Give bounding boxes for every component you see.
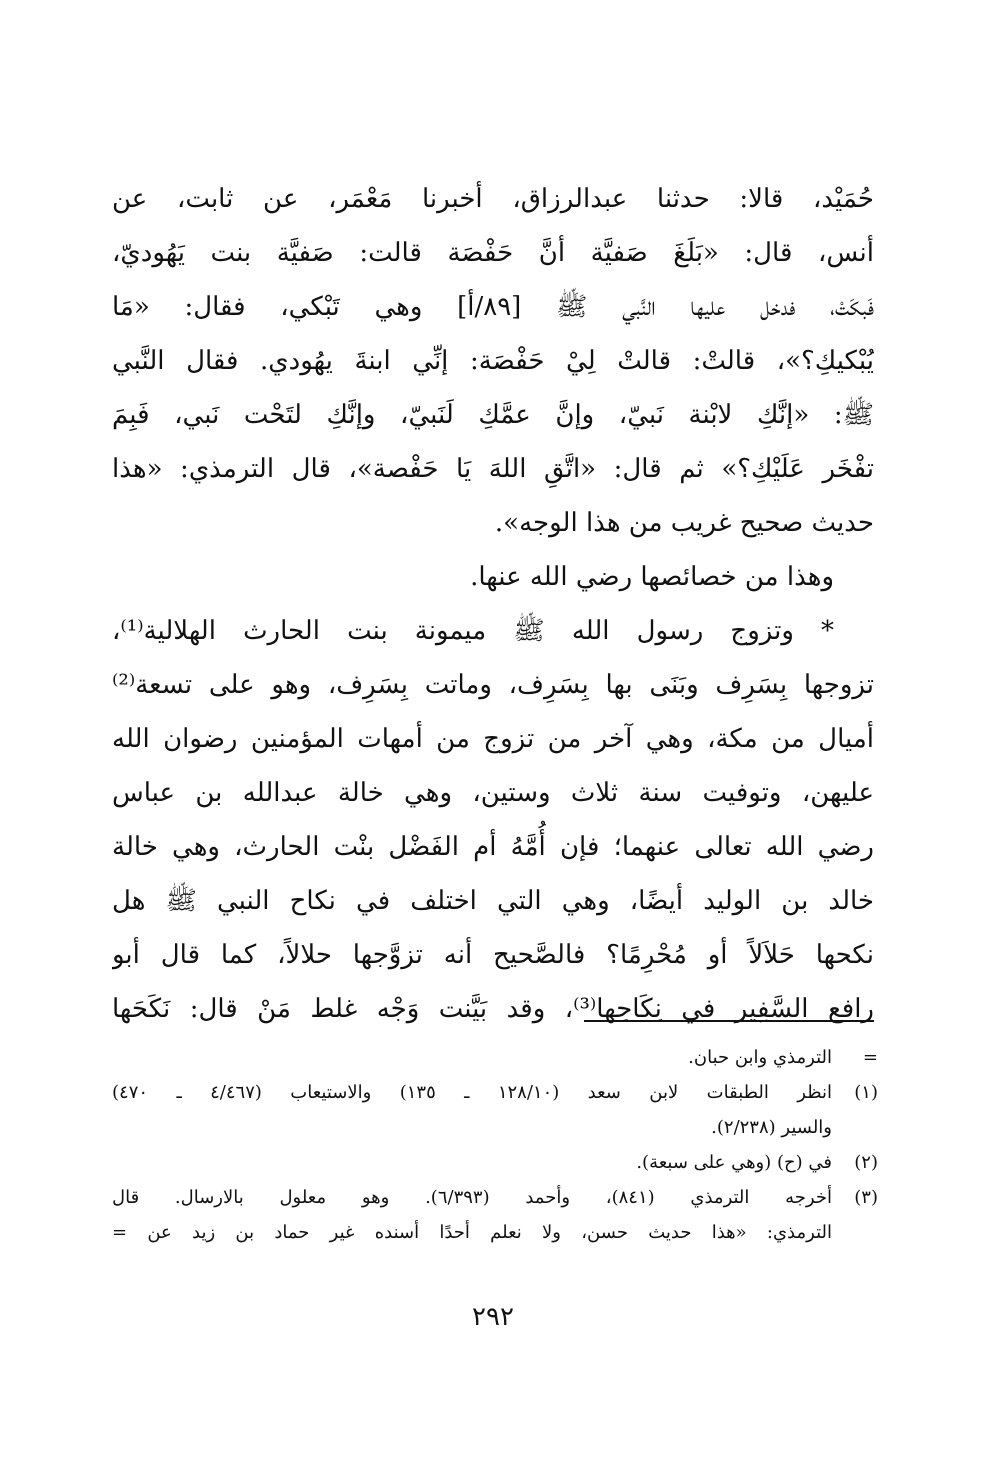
body-line: وهذا من خصائصها رضي الله عنها. (470, 562, 834, 592)
body-line: رافع السَّفِير في نِكَاحِها⁽³⁾، وقد بَيَّنت وَجْه غلط مَنْ قال: نَكَحَها (112, 994, 874, 1024)
main-text (112, 172, 874, 1036)
body-line: فَبكَتْ، فدخل عليها النَّبي ﷺ [٨٩/أ] وهي تَبْكي، فقال: «مَا (112, 292, 874, 322)
body-line: حُمَيْد، قالا: حدثنا عبدالرزاق، أخبرنا مَعْمَر، عن ثابت، عن (112, 184, 874, 214)
footnote (112, 1145, 878, 1180)
footnote-line: والسير (٢/٢٣٨). (711, 1117, 832, 1138)
body-line: أنس، قال: «بَلَغَ صَفيَّة أنَّ حَفْصَة قالت: صَفيَّة بنت يَهُوديّ، (112, 238, 874, 268)
footnote-line: الترمذي: «هذا حديث حسن، ولا نعلم أحدًا أسنده غير حماد بن زيد عن = (112, 1222, 832, 1243)
footnote-divider (584, 1020, 874, 1022)
footnote-mark: (٣) (854, 1187, 878, 1208)
footnote-mark: (١) (854, 1082, 878, 1103)
footnote (112, 1180, 878, 1250)
page-number: ٢٩٢ (472, 1302, 514, 1332)
body-line: * وتزوج رسول الله ﷺ ميمونة بنت الحارث الهلالية⁽¹⁾، (112, 616, 834, 646)
footnote-line: أخرجه الترمذي (٨٤١)، وأحمد (٦/٣٩٣). وهو معلول بالارسال. قال (112, 1187, 832, 1208)
footnotes (112, 1040, 878, 1250)
footnote-mark: = (862, 1047, 878, 1068)
body-line: أميال من مكة، وهي آخر من تزوج من أمهات المؤمنين رضوان الله (112, 724, 874, 754)
body-line: تفْخَر عَلَيْكِ؟» ثم قال: «اتَّقِ اللهَ يَا حَفْصة»، قال الترمذي: «هذا (112, 454, 874, 484)
body-line: رضي الله تعالى عنهما؛ فإن أُمَّهُ أم الفَضْل بنْت الحارث، وهي خالة (112, 832, 874, 862)
body-line: حديث صحيح غريب من هذا الوجه». (494, 508, 874, 538)
body-line: تزوجها بِسَرِف وبَنَى بها بِسَرِف، وماتت بِسَرِف، وهو على تسعة⁽²⁾ (112, 670, 874, 700)
body-line: يُبْكيكِ؟»، قالتْ: قالتْ لِيْ حَفْصَة: إنِّي ابنةَ يهُودي. فقال النَّبي (112, 346, 874, 376)
footnote (112, 1040, 878, 1075)
footnote (112, 1075, 878, 1145)
body-line: ﷺ: «إنَّكِ لابْنة نَبيّ، وإنَّ عمَّكِ لَنَبيّ، وإنَّكِ لتَحْت نَبي، فَبِمَ (112, 400, 874, 430)
body-line: خالد بن الوليد أيضًا، وهي التي اختلف في نكاح النبي ﷺ هل (112, 886, 874, 916)
body-line: عليهن، وتوفيت سنة ثلاث وستين، وهي خالة عبدالله بن عباس (112, 778, 874, 808)
body-line: نكحها حَلاَلاً أو مُحْرِمًا؟ فالصَّحيح أنه تزوَّجها حلالاً، كما قال أبو (112, 940, 874, 970)
footnote-mark: (٢) (854, 1152, 878, 1173)
footnote-line: الترمذي وابن حبان. (688, 1047, 832, 1068)
footnote-line: انظر الطبقات لابن سعد (١٢٨/١٠ ـ ١٣٥) والاستيعاب (٤/٤٦٧ ـ ٤٧٠) (112, 1082, 832, 1103)
footnote-line: في (ح) (وهي على سبعة). (636, 1152, 832, 1173)
